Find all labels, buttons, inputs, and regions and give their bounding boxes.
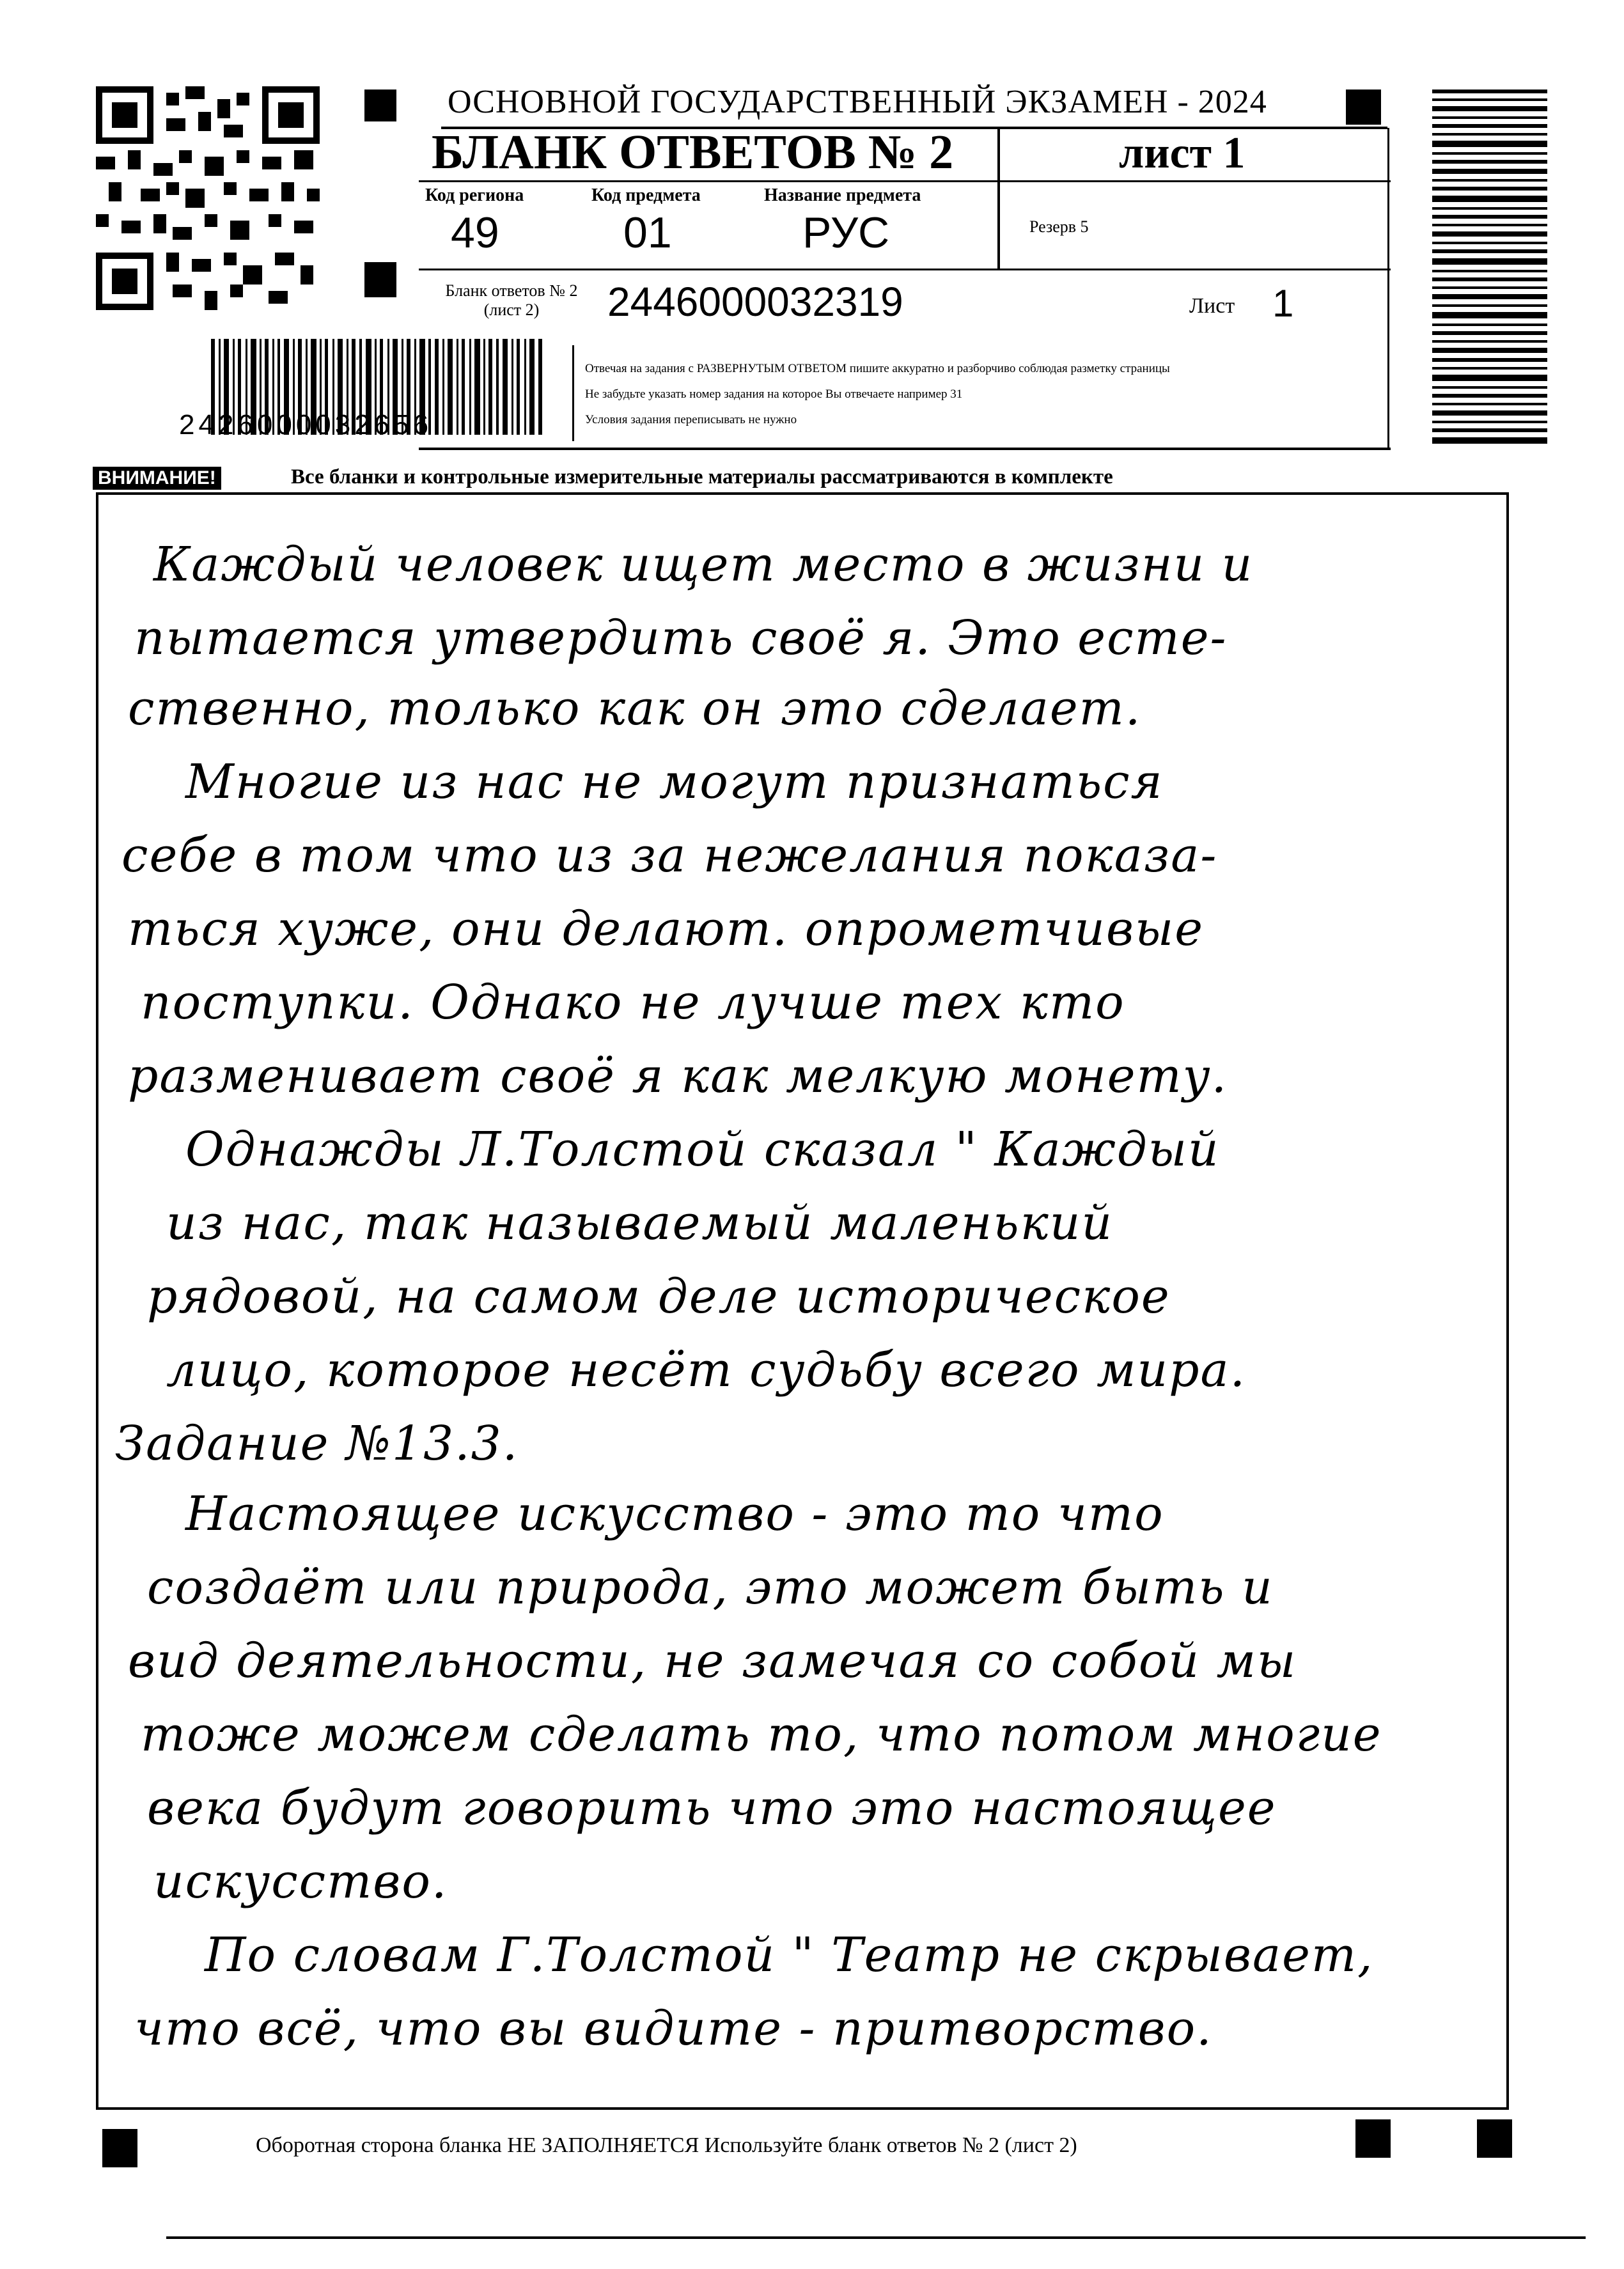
sheet-label: лист 1 <box>1119 129 1245 178</box>
exam-title: ОСНОВНОЙ ГОСУДАРСТВЕННЫЙ ЭКЗАМЕН - 2024 <box>448 84 1267 120</box>
handwritten-line: тоже можем сделать то, что потом многие <box>141 1707 1382 1762</box>
handwritten-line: создаёт или природа, это может быть и <box>147 1560 1274 1615</box>
handwritten-line: поступки. Однако не лучше тех кто <box>141 975 1125 1030</box>
handwritten-line: пытается утвердить своё я. Это есте- <box>134 611 1228 666</box>
instruction-line: Отвечая на задания с РАЗВЕРНУТЫМ ОТВЕТОМ пишите аккуратно и разборчиво соблюдая разметку страницы <box>585 362 1170 375</box>
header-grid-line <box>419 180 1391 182</box>
warning-badge: ВНИМАНИЕ! <box>93 467 221 490</box>
handwritten-line: Многие из нас не могут признаться <box>185 754 1164 809</box>
handwritten-line: ться хуже, они делают. опрометчивые <box>128 901 1205 956</box>
header-grid-line <box>572 345 574 441</box>
warning-text: Все бланки и контрольные измерительные материалы рассматриваются в комплекте <box>291 465 1113 488</box>
bottom-rule <box>166 2236 1586 2239</box>
handwritten-line: века будут говорить что это настоящее <box>147 1781 1277 1836</box>
registration-marker-bottom-left <box>102 2129 137 2167</box>
list-label: Лист <box>1189 294 1235 318</box>
handwritten-line: лицо, которое несёт судьбу всего мира. <box>166 1343 1247 1398</box>
handwritten-line: искусство. <box>153 1854 448 1909</box>
subject-code: 01 <box>623 208 672 257</box>
registration-marker-top-left <box>364 90 396 121</box>
handwritten-line: что всё, что вы видите - притворство. <box>134 2001 1213 2056</box>
handwritten-line: Задание №13.3. <box>115 1416 519 1471</box>
reference-form-label-line1: Бланк ответов № 2 <box>445 281 578 300</box>
registration-marker-bottom-right <box>1477 2119 1512 2158</box>
qr-code-icon <box>96 86 320 310</box>
reference-form-label-line2: (лист 2) <box>483 300 540 319</box>
reserve-label: Резерв 5 <box>1029 217 1089 236</box>
reference-form-number: 2446000032319 <box>607 279 903 325</box>
form-title: БЛАНК ОТВЕТОВ № 2 <box>432 125 954 179</box>
header-grid-line <box>1387 128 1389 448</box>
handwritten-line: Каждый человек ищет место в жизни и <box>153 537 1254 592</box>
header-grid-line <box>419 269 1391 270</box>
registration-marker-mid-left <box>364 262 396 297</box>
barcode-number: 2426000032656 <box>179 409 433 441</box>
instruction-line: Не забудьте указать номер задания на которое Вы отвечаете например 31 <box>585 387 963 401</box>
handwritten-line: ственно, только как он это сделает. <box>128 681 1142 736</box>
registration-marker-bottom-mid <box>1355 2119 1391 2158</box>
subject-name-label: Название предмета <box>764 185 921 205</box>
list-number: 1 <box>1272 282 1294 325</box>
handwritten-line: разменивает своё я как мелкую монету. <box>128 1049 1228 1103</box>
header-grid-line <box>419 448 1391 450</box>
vertical-barcode-icon <box>1432 90 1547 448</box>
region-code: 49 <box>451 208 499 257</box>
header-grid-line <box>997 128 1000 269</box>
registration-marker-top-right <box>1346 90 1381 125</box>
handwritten-line: По словам Г.Толстой " Театр не скрывает, <box>205 1928 1374 1983</box>
handwritten-line: себе в том что из за нежелания показа- <box>121 828 1218 883</box>
handwritten-line: Однажды Л.Толстой сказал " Каждый <box>185 1122 1220 1177</box>
region-code-label: Код региона <box>425 185 524 205</box>
handwritten-line: Настоящее искусство - это то что <box>185 1486 1164 1541</box>
handwritten-line: рядовой, на самом деле историческое <box>147 1269 1171 1324</box>
handwritten-line: из нас, так называемый маленький <box>166 1196 1114 1251</box>
subject-code-label: Код предмета <box>591 185 701 205</box>
instruction-line: Условия задания переписывать не нужно <box>585 413 797 426</box>
reference-form-label <box>422 281 601 320</box>
subject-name: РУС <box>802 208 890 257</box>
footer-note: Оборотная сторона бланка НЕ ЗАПОЛНЯЕТСЯ Используйте бланк ответов № 2 (лист 2) <box>256 2133 1077 2157</box>
handwritten-line: вид деятельности, не замечая со собой мы <box>128 1634 1297 1688</box>
